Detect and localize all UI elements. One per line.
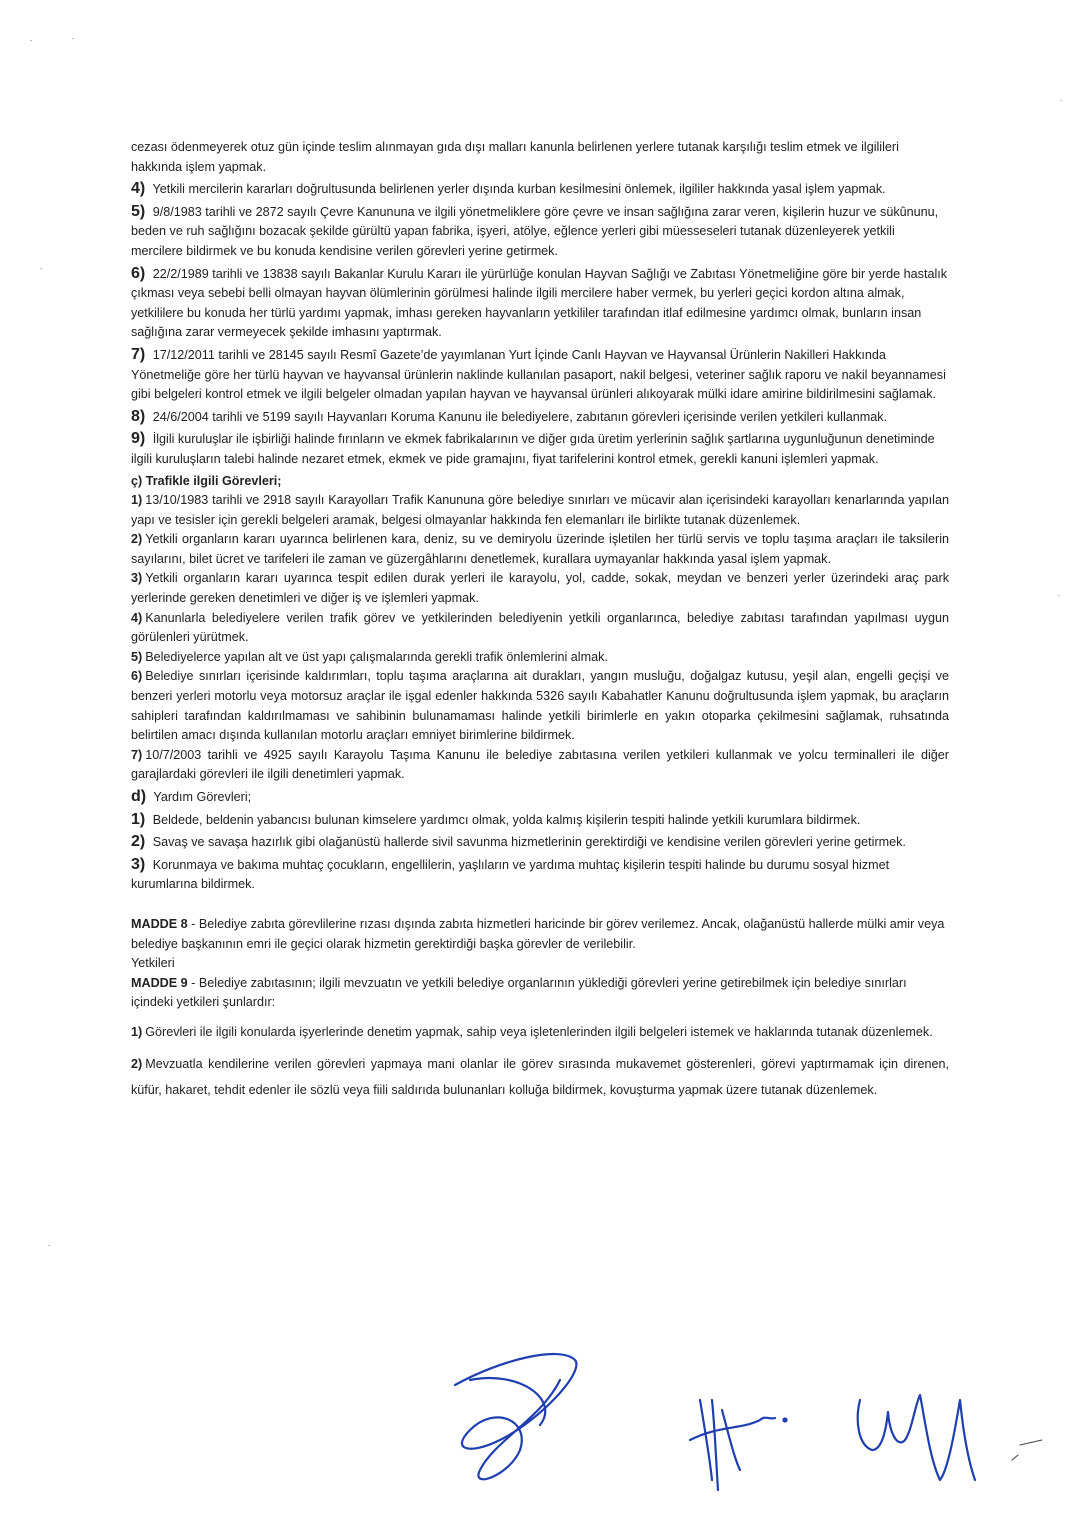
scan-artifact xyxy=(1058,595,1060,596)
item-text: 17/12/2011 tarihli ve 28145 sayılı Resmî Gazete’de yayımlanan Yurt İçinde Canlı Hayvan ve Hayvansal Ürünlerin Nakilleri Hakkında Yönetmeliğe göre her türlü hayvan ve hayvansal ürünlerin naklinde kullanılan pasaport, nakil belgesi, veteriner sağlık raporu ve nakil beyannamesi gibi belgeleri kontrol etmek ve ilgili belgeler olmadan yapılan hayvan ve hayvansal ürünleri alıkoyarak mülki idare amirine bildirilmesini sağlamak. xyxy=(131,347,946,402)
item-number: 6) xyxy=(131,264,146,282)
item-text: Korunmaya ve bakıma muhtaç çocukların, engellilerin, yaşlıların ve yardıma muhtaç kişilerin tespiti halinde bu durumu sosyal hizmet kurumlarına bildirmek. xyxy=(131,857,890,892)
item-text: 22/2/1989 tarihli ve 13838 sayılı Bakanlar Kurulu Kararı ile yürürlüğe konulan Hayvan Sağlığı ve Zabıtası Yönetmeliğine göre bir yerde hastalık çıkması veya sebebi belli olmayan hayvan ölümlerinin görülmesi halinde ilgili mercilere haber vermek, bu yerleri geçici kordon altına almak, yetkililere bu konuda her türlü yardımı yapmak, imhası gereken hayvanların yetkililer tarafından itlaf edilmesine yardımcı olmak, bunların insan sağlığına zarar vermeyecek şekilde imhasını yaptırmak. xyxy=(131,266,948,340)
signature-2 xyxy=(690,1400,787,1490)
scan-artifact xyxy=(48,1245,50,1246)
scan-artifact xyxy=(30,40,32,41)
list-item xyxy=(131,429,949,469)
section-c xyxy=(131,472,949,786)
item-number: 2) xyxy=(131,532,143,547)
item-text: Yetkili mercilerin kararları doğrultusunda belirlenen yerler dışında kurban kesilmesini önlemek, ilgililer hakkında yasal işlem yapmak. xyxy=(152,182,886,197)
list-item xyxy=(131,746,949,785)
list-item xyxy=(131,569,949,608)
list-item xyxy=(131,832,949,853)
item-number: 3) xyxy=(131,855,146,873)
list-item xyxy=(131,407,949,428)
signature-1 xyxy=(455,1354,576,1479)
item-text: Kanunlarla belediyelere verilen trafik görev ve yetkilerinden belediyenin yetkili organlarınca, belediye zabıtası tarafından yapılması uygun görülenleri yürütmek. xyxy=(131,610,949,645)
item-text: İlgili kuruluşlar ile işbirliği halinde fırınların ve ekmek fabrikalarının ve diğer gıda üretim yerlerinin sağlık şartlarına uygunluğunun denetiminde ilgili kuruluşların talebi halinde nezaret etmek, ekmek ve pide gramajını, fiyat tarifelerini kontrol etmek, gerekli kanuni işlemleri yapmak. xyxy=(131,432,935,466)
item-text: Belediyelerce yapılan alt ve üst yapı çalışmalarında gerekli trafik önlemlerini almak. xyxy=(145,649,608,664)
item-text: 24/6/2004 tarihli ve 5199 sayılı Hayvanları Koruma Kanunu ile belediyelere, zabıtanın görevleri içerisinde verilen yetkileri kullanmak. xyxy=(152,409,888,424)
item-text: 13/10/1983 tarihli ve 2918 sayılı Karayolları Trafik Kanununa göre belediye sınırları ve mücavir alan içerisindeki karayolları kenarlarında yapılan yapı ve tesisler için gerekli belgeleri aramak, belgesi olmayanlar hakkında fen elemanları ile birlikte tutanak düzenlemek. xyxy=(131,493,949,527)
pen-mark xyxy=(1012,1440,1042,1460)
signature-3 xyxy=(858,1395,975,1480)
item-text: Belediye sınırları içerisinde kaldırımları, toplu taşıma araçlarına ait durakları, yangın musluğu, doğalgaz kutusu, yeşil alan, engelli geçişi ve benzeri yerleri motorlu veya motorsuz araçlar ile işgal edenler hakkında 5326 sayılı Kabahatler Kanunu doğrultusunda işlem yapmak, bu araçların sahipleri tarafından kaldırılmaması ve sahibinin bulunamaması halinde yetkili birimlerle en yakın otoparka çekilmesini sağlamak, ruhsatında belirtilen amacı dışında kullanılan motorlu araçları emniyet birimlerine bildirmek. xyxy=(131,669,949,743)
section-b-items xyxy=(131,179,949,469)
item-number: 2) xyxy=(131,833,146,851)
item-number: 4) xyxy=(131,610,143,625)
list-item xyxy=(131,810,949,831)
list-item xyxy=(131,609,949,648)
subheading-yetkileri: Yetkileri xyxy=(131,956,175,971)
list-item xyxy=(131,1019,949,1045)
section-title: Yardım Görevleri; xyxy=(153,790,252,804)
item-number: 4) xyxy=(131,180,146,198)
list-item xyxy=(131,855,949,895)
article-label: MADDE 8 xyxy=(131,916,188,931)
item-text: Beldede, beldenin yabancısı bulunan kimselere yardımcı olmak, yolda kalmış kişilerin tespiti halinde yetkili kurumlara bildirmek. xyxy=(152,812,861,827)
item-number: 6) xyxy=(131,669,143,684)
list-item xyxy=(131,491,949,530)
item-text: Yetkili organların kararı uyarınca tespit edilen durak yerleri ile karayolu, yol, cadde, sokak, meydan ve benzeri yerler üzerindeki araç park yerlerinde gereken denetimleri ve diğer iş ve işlemleri yapmak. xyxy=(131,571,949,606)
item-text: Yetkili organların kararı uyarınca belirlenen kara, deniz, su ve demiryolu üzerinde işletilen her türlü servis ve toplu taşıma araçları ile taksilerin sayılarını, bilet ücret ve tarifeleri ile zaman ve güzergâhlarını denetlemek, kurallara uymayanlar hakkında yasal işlem yapmak. xyxy=(131,532,949,566)
item-text: Görevleri ile ilgili konularda işyerlerinde denetim yapmak, sahip veya işletenlerinden ilgili belgeleri istemek ve haklarında tutanak düzenlemek. xyxy=(145,1024,933,1039)
item-text: Mevzuatla kendilerine verilen görevleri yapmaya mani olanlar ile görev sırasında mukavemet gösterenleri, görevi yaptırmamak için direnen, küfür, hakaret, tehdit edenler ile sözlü veya fiili saldırıda bulunanları kolluğa bildirmek, kovuşturma yapmak üzere tutanak düzenlemek. xyxy=(131,1056,949,1097)
list-item xyxy=(131,667,949,745)
item-number: 9) xyxy=(131,430,146,448)
list-item xyxy=(131,530,949,569)
document-page xyxy=(131,138,949,1103)
item-number: 1) xyxy=(131,810,146,828)
list-item xyxy=(131,179,949,200)
item-number: 5) xyxy=(131,202,146,220)
item-text: Savaş ve savaşa hazırlık gibi olağanüstü hallerde sivil savunma hizmetlerinin gerektirdiği ve kendisine verilen görevleri yerine getirmek. xyxy=(152,835,906,850)
scan-artifact xyxy=(40,268,42,269)
item-text: 9/8/1983 tarihli ve 2872 sayılı Çevre Kanununa ve ilgili yönetmeliklere göre çevre ve insan sağlığına zarar veren, kişilerin huzur ve sükûnunu, beden ve ruh sağlığını bozacak şekilde gürültü yapan fabrika, işyeri, atölye, eğlence yerleri gibi müesseseleri tutanak düzenleyerek yetkili mercilere bildirmek ve bu konuda kendisine verilen görevleri yerine getirmek. xyxy=(131,204,939,258)
list-item xyxy=(131,264,949,343)
section-heading xyxy=(131,787,949,808)
paragraph-continuation: cezası ödenmeyerek otuz gün içinde teslim alınmayan gıda dışı malları kanunla belirlenen yerlere tutanak karşılığı teslim etmek ve ilgilileri hakkında işlem yapmak. xyxy=(131,140,899,174)
item-number: 3) xyxy=(131,571,143,586)
section-d xyxy=(131,787,949,895)
item-number: 1) xyxy=(131,493,143,508)
list-item xyxy=(131,648,949,668)
article-text: - Belediye zabıta görevlilerine rızası dışında zabıta hizmetleri haricinde bir görev verilemez. Ancak, olağanüstü hallerde mülki amir veya belediye başkanının emri ile geçici olarak hizmetin gerektirdiği başka görevler de verilebilir. xyxy=(131,916,945,951)
section-heading: ç) Trafikle ilgili Görevleri; xyxy=(131,473,282,488)
item-number: 2) xyxy=(131,1056,143,1071)
section-letter: d) xyxy=(131,788,147,805)
scan-artifact xyxy=(72,38,74,39)
item-number: 5) xyxy=(131,649,143,664)
article-9 xyxy=(131,974,949,1013)
article-label: MADDE 9 xyxy=(131,975,188,990)
article-8 xyxy=(131,915,949,954)
item-number: 7) xyxy=(131,747,143,762)
item-number: 7) xyxy=(131,345,146,363)
item-number: 1) xyxy=(131,1024,143,1039)
scan-artifact xyxy=(1060,100,1062,101)
list-item xyxy=(131,345,949,405)
list-item xyxy=(131,202,949,262)
item-text: 10/7/2003 tarihli ve 4925 sayılı Karayolu Taşıma Kanunu ile belediye zabıtasına verilen yetkileri kullanmak ve yolcu terminalleri ile diğer garajlardaki görevleri ile ilgili denetimleri yapmak. xyxy=(131,747,949,782)
item-number: 8) xyxy=(131,407,146,425)
article-text: - Belediye zabıtasının; ilgili mevzuatın ve yetkili belediye organlarının yüklediği görevleri yerine getirebilmek için belediye sınırları içindeki yetkileri şunlardır: xyxy=(131,975,907,1010)
list-item xyxy=(131,1051,949,1103)
